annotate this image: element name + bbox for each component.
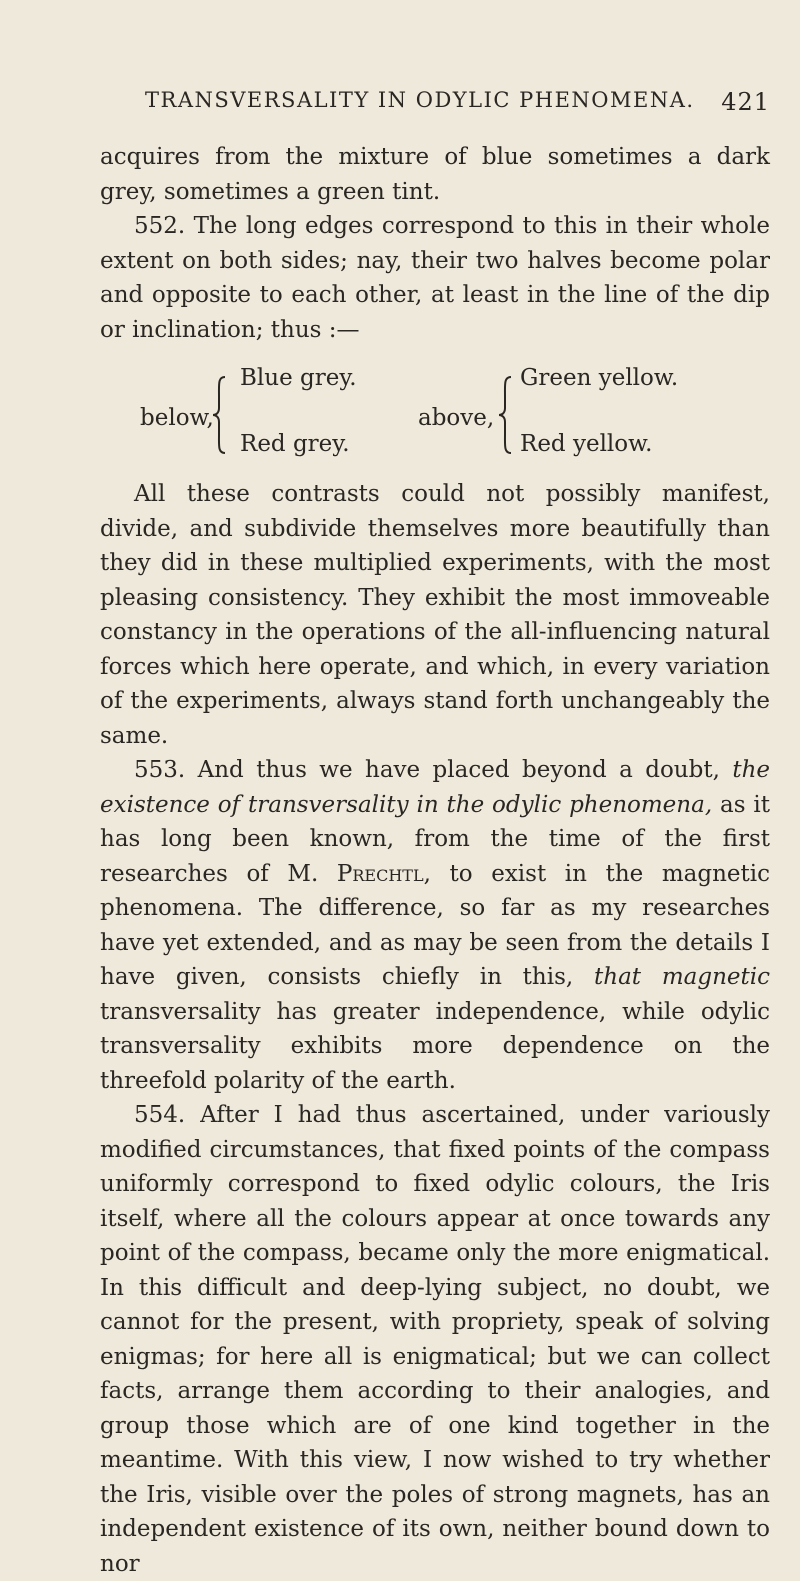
p553-part-c: as it has long been known, from the time of the first researches of M. (100, 791, 770, 887)
paragraph-554: 554. After I had thus ascertained, under variously modified circumstances, that fixed points of the compass uniformly correspond to fixed odylic colours, the Iris itself, where all the colours appear at once towards any point of the compass, became only the more enigmatical. In this difficult and deep-lying subject, no doubt, we cannot for the present, with propriety, speak of solving enigmas; for here all is enigmatical; but we can collect facts, arrange them according to their analogies, and group those which are of one kind together in the meantime. With this view, I now wished to try whether the Iris, visible over the poles of strong magnets, has an independent existence of its own, neither bound down to nor (100, 1102, 770, 1577)
p553-part-e: to exist in the magnetic phenomena. The difference, so far as my researches have yet extended, and as may be seen from the details I have given, consists chiefly in this, (100, 860, 770, 990)
paragraph-contrasts: All these contrasts could not possibly manifest, divide, and subdivide themselves more beautifully than they did in these multiplied experiments, with the most pleasing consistency. They exhibit the most immoveable constancy in the operations of the all-influencing natural forces which here operate, and which, in every variation of the experiments, always stand forth unchangeably the same. (100, 481, 770, 749)
table-left-top: Blue grey. (240, 365, 357, 391)
table-left-label: below, (140, 405, 214, 431)
p553-part-g: transversality has greater independence, while odylic transversality exhibits more dependence on the threefold polarity of the earth. (100, 998, 770, 1094)
running-title: TRANSVERSALITY IN ODYLIC PHENOMENA. (145, 88, 695, 112)
body-text (100, 140, 770, 1581)
right-brace-icon (498, 376, 512, 454)
table-right-label: above, (418, 405, 495, 431)
p553-italic-magnetic: that magnetic (594, 964, 770, 990)
table-right-top: Green yellow. (520, 365, 679, 391)
p553-italic-existence: the existence of transversality in the odylic phenomena, (100, 757, 770, 818)
paragraph-553 (100, 753, 770, 1098)
page-number: 421 (721, 88, 770, 116)
polarity-table (100, 361, 770, 469)
paragraph-552: 552. The long edges correspond to this in their whole extent on both sides; nay, their two halves become polar and opposite to each other, at least in the line of the dip or inclination; thus :— (100, 213, 770, 343)
p553-name-prechtl: Prechtl, (336, 860, 431, 887)
table-left-bottom: Red grey. (240, 431, 350, 457)
left-brace-icon (212, 376, 226, 454)
paragraph-intro: acquires from the mixture of blue sometimes a dark grey, sometimes a green tint. (100, 144, 770, 205)
p553-part-a: 553. And thus we have placed beyond a doubt, (134, 757, 733, 783)
table-right-bottom: Red yellow. (520, 431, 653, 457)
